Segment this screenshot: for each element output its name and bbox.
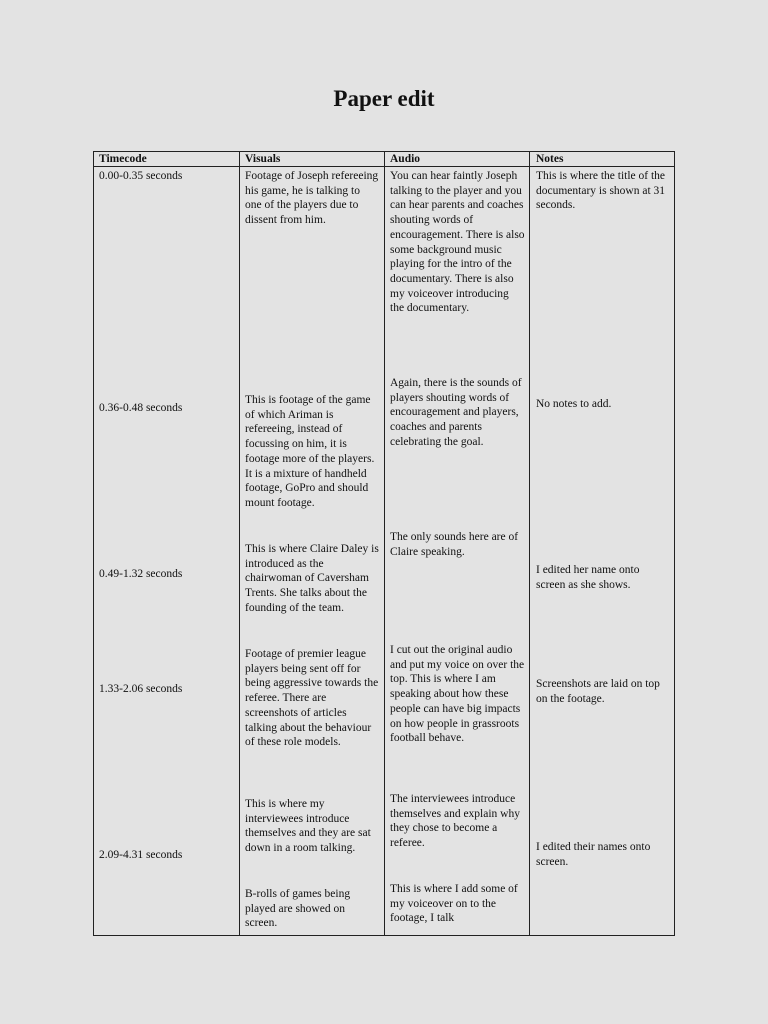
audio-cell: Again, there is the sounds of players shouting words of encouragement and players, coaches and parents celebrating the goal.	[390, 377, 522, 448]
timecode-cell: 0.36-0.48 seconds	[99, 402, 183, 414]
header-visuals: Visuals	[245, 153, 281, 165]
timecode-cell: 1.33-2.06 seconds	[99, 683, 183, 695]
header-notes: Notes	[536, 153, 564, 165]
paper-edit-table	[93, 151, 675, 936]
visuals-cell: This is footage of the game of which Ariman is refereeing, instead of focussing on him, it is footage more of the players. It is a mixture of handheld footage, GoPro and should mount footage.	[245, 394, 375, 509]
timecode-cell: 0.00-0.35 seconds	[99, 170, 183, 182]
audio-cell: You can hear faintly Joseph talking to the player and you can hear parents and coaches shouting words of encouragement. There is also some background music playing for the intro of the documentary. There is also my voiceover introducing the documentary.	[390, 170, 525, 315]
page-title: Paper edit	[333, 86, 435, 111]
visuals-cell: This is where my interviewees introduce themselves and they are sat down in a room talking.	[245, 798, 371, 855]
column-divider	[384, 152, 385, 935]
notes-cell: This is where the title of the documentary is shown at 31 seconds.	[536, 170, 666, 212]
notes-cell: I edited her name onto screen as she shows.	[536, 564, 640, 591]
visuals-cell: Footage of premier league players being sent off for being aggressive towards the referee. There are screenshots of articles talking about the behaviour of these role models.	[245, 648, 379, 749]
notes-cell: I edited their names onto screen.	[536, 841, 651, 868]
column-divider	[529, 152, 530, 935]
notes-cell: Screenshots are laid on top on the footage.	[536, 678, 660, 705]
visuals-cell: B-rolls of games being played are showed on screen.	[245, 888, 351, 930]
header-timecode: Timecode	[99, 153, 147, 165]
timecode-cell: 0.49-1.32 seconds	[99, 568, 183, 580]
audio-cell: The interviewees introduce themselves and explain why they chose to become a referee.	[390, 793, 520, 850]
header-audio: Audio	[390, 153, 421, 165]
audio-cell: The only sounds here are of Claire speaking.	[390, 531, 519, 558]
timecode-cell: 2.09-4.31 seconds	[99, 849, 183, 861]
audio-cell: This is where I add some of my voiceover on to the footage, I talk	[390, 883, 518, 925]
visuals-cell: Footage of Joseph refereeing his game, he is talking to one of the players due to dissent from him.	[245, 170, 379, 227]
notes-cell: No notes to add.	[536, 398, 612, 410]
header-divider	[94, 166, 674, 167]
visuals-cell: This is where Claire Daley is introduced as the chairwoman of Caversham Trents. She talks about the founding of the team.	[245, 543, 379, 614]
audio-cell: I cut out the original audio and put my voice on over the top. This is where I am speaking about how these people can have big impacts on how people in grassroots football behave.	[390, 644, 525, 745]
column-divider	[239, 152, 240, 935]
